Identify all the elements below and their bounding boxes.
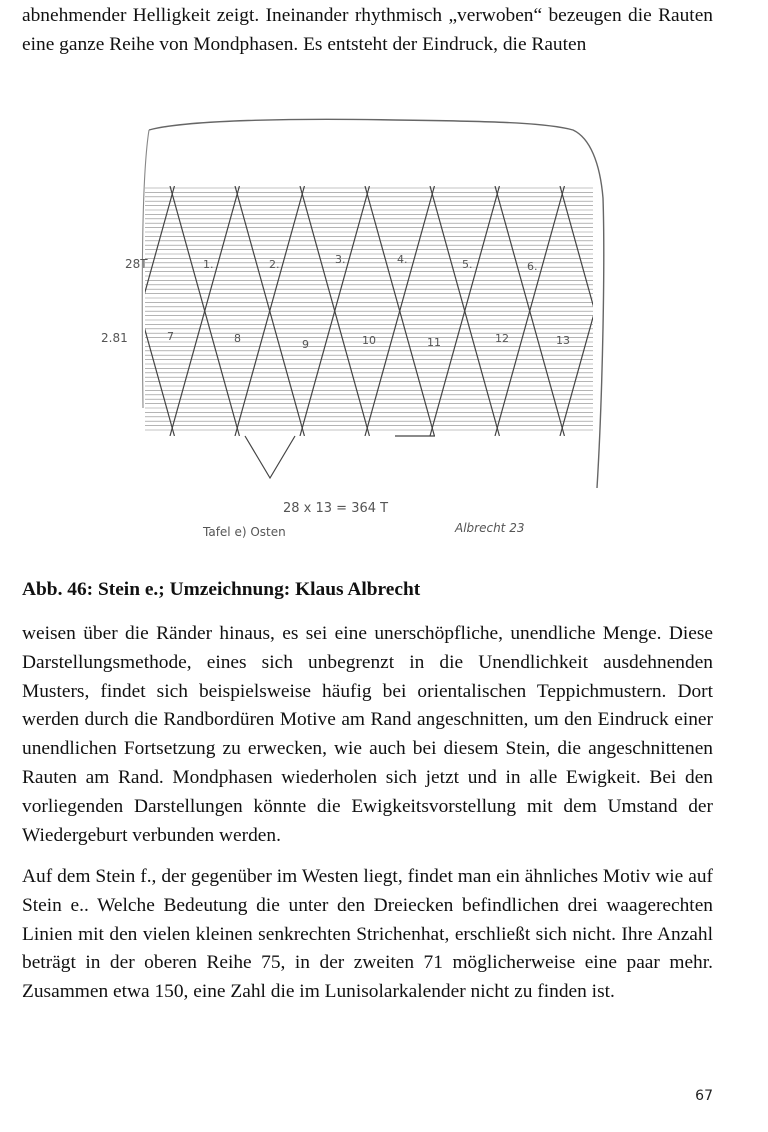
diamond-number: 9 — [302, 338, 309, 351]
stone-drawing-figure — [95, 108, 625, 548]
diamond-number: 6. — [527, 260, 538, 273]
diamond-number: 2. — [269, 258, 280, 271]
note-right: Albrecht 23 — [455, 521, 525, 535]
figure-caption: Abb. 46: Stein e.; Umzeichnung: Klaus Albrecht — [22, 579, 421, 600]
hatching-group — [95, 186, 625, 436]
diamond-number: 11 — [427, 336, 441, 349]
diamond-number: 3. — [335, 253, 346, 266]
diamond-number: 5. — [462, 258, 473, 271]
diamond-number: 7 — [167, 330, 174, 343]
row-label-2: 2.81 — [101, 331, 128, 345]
diamond-edge — [95, 186, 109, 436]
note-left: Tafel e) Osten — [203, 525, 286, 539]
diamond-number: 13 — [556, 334, 570, 347]
row-label-1: 28T — [125, 257, 148, 271]
diamond-number: 1. — [203, 258, 214, 271]
paragraph-bottom: Auf dem Stein f., der gegenüber im Westen liegt, findet man ein ähnliches Motiv wie auf Stein e.. Welche Bedeutung die unter den Dreiecken befindlichen drei waagerechten Linien mit den vielen kleinen senkrechten Strichenhat, erschließt sich nicht. Ihre Anzahl beträgt in der oberen Reihe 75, in der zweiten 71 möglicherweise eine paar mehr. Zusammen etwa 150, eine Zahl die im Lunisolarkalender nicht zu finden ist. — [22, 866, 713, 1003]
diamond-number: 8 — [234, 332, 241, 345]
paragraph-middle: weisen über die Ränder hinaus, es sei eine unerschöpfliche, unendliche Menge. Diese Darstellungsmethode, eines sich unbegrenzt in die Unendlichkeit ausdehnenden Musters, findet sich beispielsweise häufig bei orientalischen Teppichmustern. Dort werden durch die Randbordüren Motive am Rand angeschnitten, um den Eindruck einer unendlichen Fortsetzung zu erwecken, wie auch bei diesem Stein, die angeschnittenen Rauten am Rand. Mondphasen wiederholen sich jetzt und in alle Ewigkeit. Bei den vorliegenden Darstellungen könnte die Ewigkeitsvorstellung mit dem Umstand der Wiedergeburt verbunden werden. — [22, 623, 713, 846]
formula-text: 28 x 13 = 364 T — [283, 501, 389, 516]
diamond-number: 4. — [397, 253, 408, 266]
stone-outline — [149, 119, 604, 488]
diamond-numbers — [167, 253, 570, 351]
triangle-tip — [245, 436, 295, 478]
page-number: 67 — [695, 1088, 713, 1104]
diamond-edge — [95, 186, 109, 436]
paragraph-top: abnehmender Helligkeit zeigt. Ineinander rhythmisch „verwoben“ bezeugen die Rauten eine ganze Reihe von Mondphasen. Es entsteht der Eindruck, die Rauten — [22, 5, 713, 55]
diamond-number: 12 — [495, 332, 509, 345]
diamond-number: 10 — [362, 334, 376, 347]
